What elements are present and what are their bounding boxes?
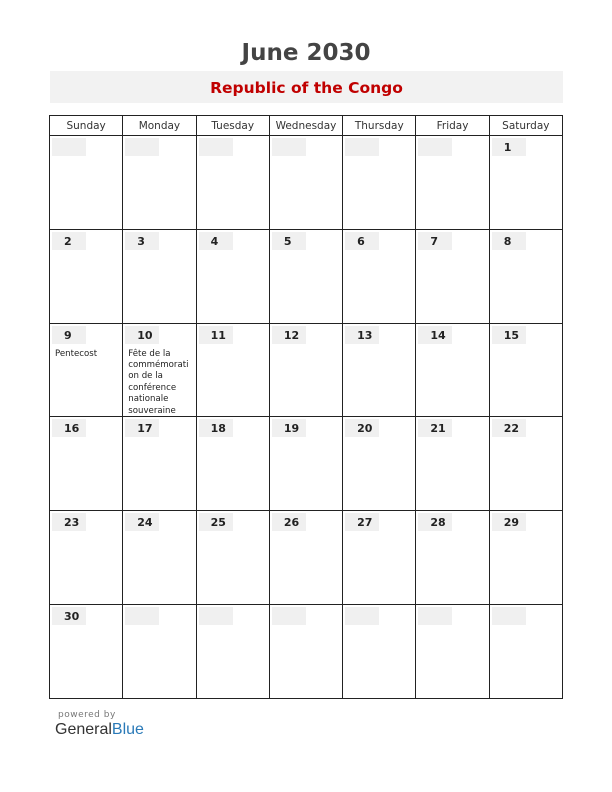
day-number-box	[272, 138, 306, 156]
day-cell	[489, 511, 562, 605]
day-cell	[343, 323, 416, 417]
day-number: 6	[357, 234, 365, 248]
day-number: 27	[357, 516, 373, 530]
week-row	[50, 511, 563, 605]
day-cell	[269, 136, 342, 230]
day-number: 4	[210, 234, 219, 248]
day-cell	[489, 229, 562, 323]
day-cell	[269, 511, 342, 605]
day-number-box	[52, 138, 86, 156]
generalblue-logo[interactable]	[55, 721, 144, 739]
day-cell	[416, 417, 489, 511]
day-cell	[50, 417, 123, 511]
day-cell	[50, 136, 123, 230]
day-cell	[196, 229, 269, 323]
day-number-box	[199, 138, 233, 156]
day-cell	[343, 511, 416, 605]
day-number-box	[345, 138, 379, 156]
day-number: 19	[283, 422, 300, 436]
weekday-header-row	[50, 116, 563, 136]
day-number: 9	[64, 328, 72, 342]
day-number-box	[199, 607, 233, 625]
weekday-thursday: Thursday	[343, 116, 416, 136]
day-cell	[50, 605, 123, 699]
day-cell	[269, 229, 342, 323]
day-number: 3	[137, 234, 145, 248]
day-cell	[489, 605, 562, 699]
day-number: 11	[210, 328, 226, 342]
day-number-box	[492, 607, 526, 625]
day-number-box	[418, 607, 452, 625]
brand-general: General	[55, 721, 112, 738]
calendar-grid	[49, 115, 563, 699]
day-number: 14	[430, 328, 446, 342]
day-cell	[416, 229, 489, 323]
day-cell	[343, 136, 416, 230]
day-cell	[50, 511, 123, 605]
day-cell	[196, 605, 269, 699]
day-number: 8	[503, 234, 512, 248]
day-number: 24	[137, 516, 153, 530]
day-cell	[269, 417, 342, 511]
week-row	[50, 229, 563, 323]
day-number: 17	[137, 422, 153, 436]
day-number: 5	[283, 234, 292, 248]
day-number-box	[345, 607, 379, 625]
day-cell	[343, 605, 416, 699]
day-cell	[416, 136, 489, 230]
brand-blue: Blue	[111, 721, 144, 738]
country-name: Republic of the Congo	[210, 79, 403, 97]
day-number: 18	[210, 422, 226, 436]
page-title: June 2030	[241, 40, 371, 66]
day-number: 10	[137, 328, 153, 342]
weekday-monday: Monday	[123, 116, 196, 136]
day-number: 7	[430, 234, 439, 248]
day-cell	[123, 229, 196, 323]
holiday-label: Fête de la commémorati on de la conférence nationale souveraine	[128, 348, 189, 416]
week-row	[50, 605, 563, 699]
day-cell	[196, 417, 269, 511]
day-number: 26	[283, 516, 300, 530]
day-number: 13	[357, 328, 373, 342]
day-cell	[489, 417, 562, 511]
day-cell	[489, 136, 562, 230]
day-cell	[123, 605, 196, 699]
powered-by-label: powered by	[58, 710, 116, 720]
day-cell	[416, 605, 489, 699]
day-cell	[123, 417, 196, 511]
day-number: 12	[283, 328, 300, 342]
week-row	[50, 136, 563, 230]
day-number-box	[125, 607, 159, 625]
day-number: 16	[64, 422, 80, 436]
day-number: 21	[430, 422, 446, 436]
day-cell	[123, 136, 196, 230]
day-number: 29	[503, 516, 519, 530]
day-number: 15	[503, 328, 519, 342]
day-cell	[196, 511, 269, 605]
day-number: 2	[64, 234, 72, 248]
day-number: 25	[210, 516, 226, 530]
day-cell	[50, 229, 123, 323]
day-cell	[196, 323, 269, 417]
day-cell	[123, 323, 196, 417]
day-number: 22	[503, 422, 519, 436]
day-cell	[489, 323, 562, 417]
day-number-box	[272, 607, 306, 625]
day-cell	[269, 605, 342, 699]
day-number: 1	[503, 141, 512, 154]
day-number: 30	[64, 610, 80, 624]
day-cell	[343, 417, 416, 511]
day-number-box	[125, 138, 159, 156]
weekday-saturday: Saturday	[489, 116, 562, 136]
weekday-sunday: Sunday	[50, 116, 123, 136]
day-number-box	[418, 138, 452, 156]
day-cell	[343, 229, 416, 323]
day-cell	[50, 323, 123, 417]
holiday-label: Pentecost	[55, 348, 98, 359]
day-number: 23	[64, 516, 80, 530]
week-row	[50, 417, 563, 511]
day-cell	[196, 136, 269, 230]
day-cell	[416, 323, 489, 417]
weekday-wednesday: Wednesday	[269, 116, 342, 136]
weekday-friday: Friday	[416, 116, 489, 136]
day-cell	[416, 511, 489, 605]
day-number: 20	[357, 422, 373, 436]
weekday-tuesday: Tuesday	[196, 116, 269, 136]
day-cell	[123, 511, 196, 605]
week-row	[50, 323, 563, 417]
day-number: 28	[430, 516, 446, 530]
day-cell	[269, 323, 342, 417]
